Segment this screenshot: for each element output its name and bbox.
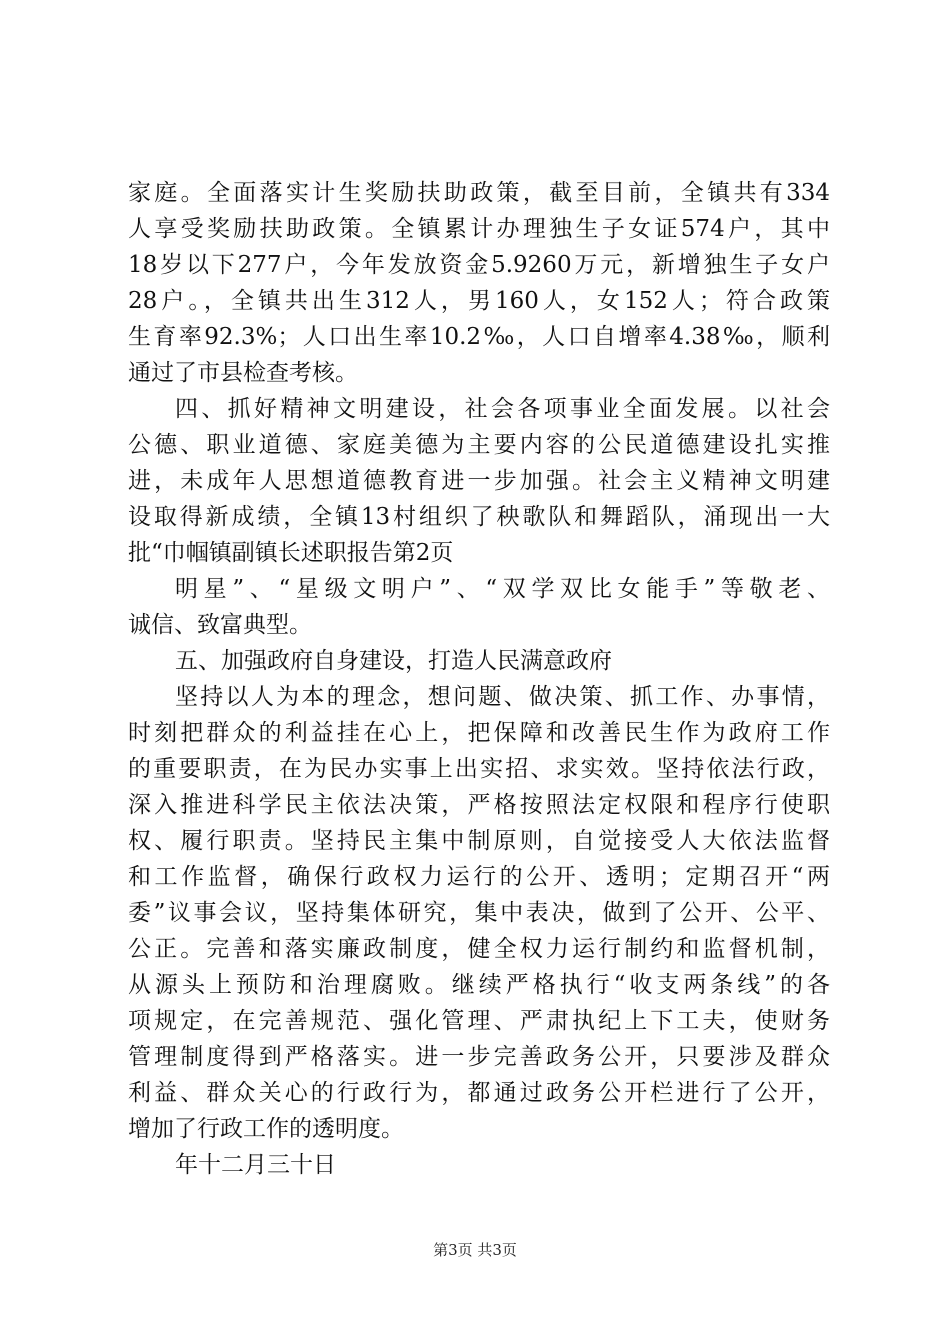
text-line: 的重要职责，在为民办实事上出实招、求实效。坚持依法行政， [128, 756, 830, 782]
text-line: 和工作监督，确保行政权力运行的公开、透明；定期召开“两 [128, 864, 830, 890]
text-line: 家庭。全面落实计生奖励扶助政策，截至目前，全镇共有334 [128, 180, 830, 206]
text-line: 诚信、致富典型。 [128, 612, 312, 638]
text-line: 公德、职业道德、家庭美德为主要内容的公民道德建设扎实推 [128, 432, 830, 458]
text-line: 明星”、“星级文明户”、“双学双比女能手”等敬老、 [175, 576, 830, 602]
page-footer: 第3页 共3页 [433, 1241, 517, 1259]
text-line: 设取得新成绩，全镇13村组织了秧歌队和舞蹈队，涌现出一大 [128, 504, 830, 530]
text-line: 通过了市县检查考核。 [128, 360, 358, 386]
text-line: 人享受奖励扶助政策。全镇累计办理独生子女证574户，其中 [128, 216, 830, 242]
text-line: 坚持以人为本的理念，想问题、做决策、抓工作、办事情， [175, 684, 830, 710]
text-line: 利益、群众关心的行政行为，都通过政务公开栏进行了公开， [128, 1080, 830, 1106]
text-line: 四、抓好精神文明建设，社会各项事业全面发展。以社会 [175, 396, 830, 422]
text-line: 时刻把群众的利益挂在心上，把保障和改善民生作为政府工作 [128, 720, 830, 746]
text-line: 增加了行政工作的透明度。 [128, 1116, 404, 1142]
text-line: 项规定，在完善规范、强化管理、严肃执纪上下工夫，使财务 [128, 1008, 830, 1034]
text-line: 管理制度得到严格落实。进一步完善政务公开，只要涉及群众 [128, 1044, 830, 1070]
text-line: 委”议事会议，坚持集体研究，集中表决，做到了公开、公平、 [128, 900, 830, 926]
text-line: 深入推进科学民主依法决策，严格按照法定权限和程序行使职 [128, 792, 830, 818]
text-line: 公正。完善和落实廉政制度，健全权力运行制约和监督机制， [128, 936, 830, 962]
text-line: 从源头上预防和治理腐败。继续严格执行“收支两条线”的各 [128, 972, 830, 998]
text-line: 生育率92.3%；人口出生率10.2‰，人口自增率4.38‰，顺利 [128, 324, 830, 350]
text-line: 批“巾帼镇副镇长述职报告第2页 [128, 540, 454, 566]
text-line: 28户。，全镇共出生312人，男160人，女152人；符合政策 [128, 288, 830, 314]
text-line: 进，未成年人思想道德教育进一步加强。社会主义精神文明建 [128, 468, 830, 494]
text-line: 18岁以下277户，今年发放资金5.9260万元，新增独生子女户 [128, 252, 830, 278]
text-line: 年十二月三十日 [175, 1152, 336, 1178]
text-line: 权、履行职责。坚持民主集中制原则，自觉接受人大依法监督 [128, 828, 830, 854]
text-line: 五、加强政府自身建设，打造人民满意政府 [175, 648, 612, 674]
document-body [128, 175, 830, 1183]
